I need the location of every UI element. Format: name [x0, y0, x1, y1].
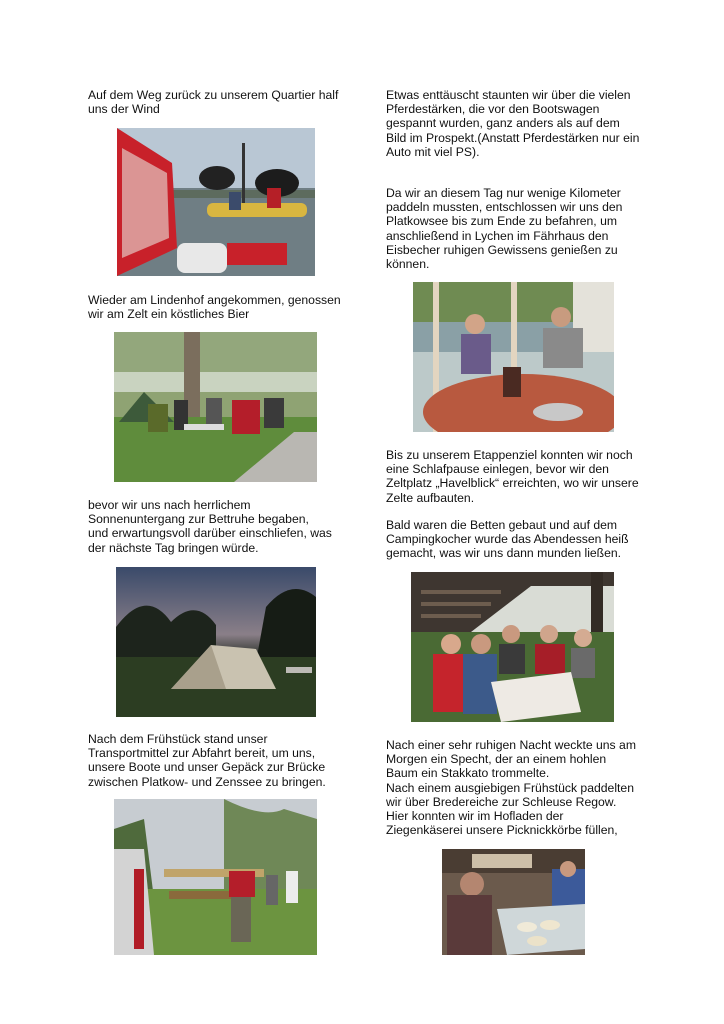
caption-breakfast-transport: Nach dem Frühstück stand unser Transportmittel zur Abfahrt bereit, um uns, unsere Boote und unser Gepäck zur Brücke zwischen Platkow- und Zenssee zu bringen.	[88, 732, 326, 789]
photo-tent-beer	[114, 332, 317, 482]
photo-goat-cheese-shop	[442, 849, 585, 955]
caption-dinner: Bald waren die Betten gebaut und auf dem Campingkocher wurde das Abendessen heiß gemacht, was wir uns dann munden ließen.	[386, 518, 629, 561]
photo-kayaks-with-sail	[117, 128, 315, 276]
caption-platkowsee: Da wir an diesem Tag nur wenige Kilometer paddeln mussten, entschlossen wir uns den Platkowsee bis zum Ende zu befahren, um anschließend in Lychen im Fährhaus den Eisbecher ruhigen Gewissens genießen zu können.	[386, 186, 623, 272]
photo-tent-at-dusk	[116, 567, 316, 717]
caption-havelblick: Bis zu unserem Etappenziel konnten wir noch eine Schlafpause einlegen, bevor wir den Zeltplatz „Havelblick“ erreichten, wo wir unsere Zelte aufbauten.	[386, 448, 639, 505]
caption-woodpecker: Nach einer sehr ruhigen Nacht weckte uns am Morgen ein Specht, der an einem hohlen Baum ein Stakkato trommelte. Nach einem ausgiebigen Frühstück paddelten wir über Bredereiche zur Schleuse Regow. Hier konnten wir im Hofladen der Ziegenkäserei unsere Picknickkörbe füllen,	[386, 738, 636, 838]
caption-wind: Auf dem Weg zurück zu unserem Quartier half uns der Wind	[88, 88, 339, 117]
photo-boat-trailer	[114, 799, 317, 955]
caption-lindenhof: Wieder am Lindenhof angekommen, genossen wir am Zelt ein köstliches Bier	[88, 293, 341, 322]
photo-dinner-pavilion	[411, 572, 614, 722]
caption-horsepower: Etwas enttäuscht staunten wir über die vielen Pferdestärken, die vor den Bootswagen gespannt wurden, ganz anders als auf dem Bild im Prospekt.(Anstatt Pferdestärken nur ein Auto mit viel PS).	[386, 88, 640, 159]
caption-sunset: bevor wir uns nach herrlichem Sonnenuntergang zur Bettruhe begaben, und erwartungsvoll darüber einschliefen, was der nächste Tag bringen würde.	[88, 498, 332, 555]
photo-ice-cream-terrace	[413, 282, 614, 432]
